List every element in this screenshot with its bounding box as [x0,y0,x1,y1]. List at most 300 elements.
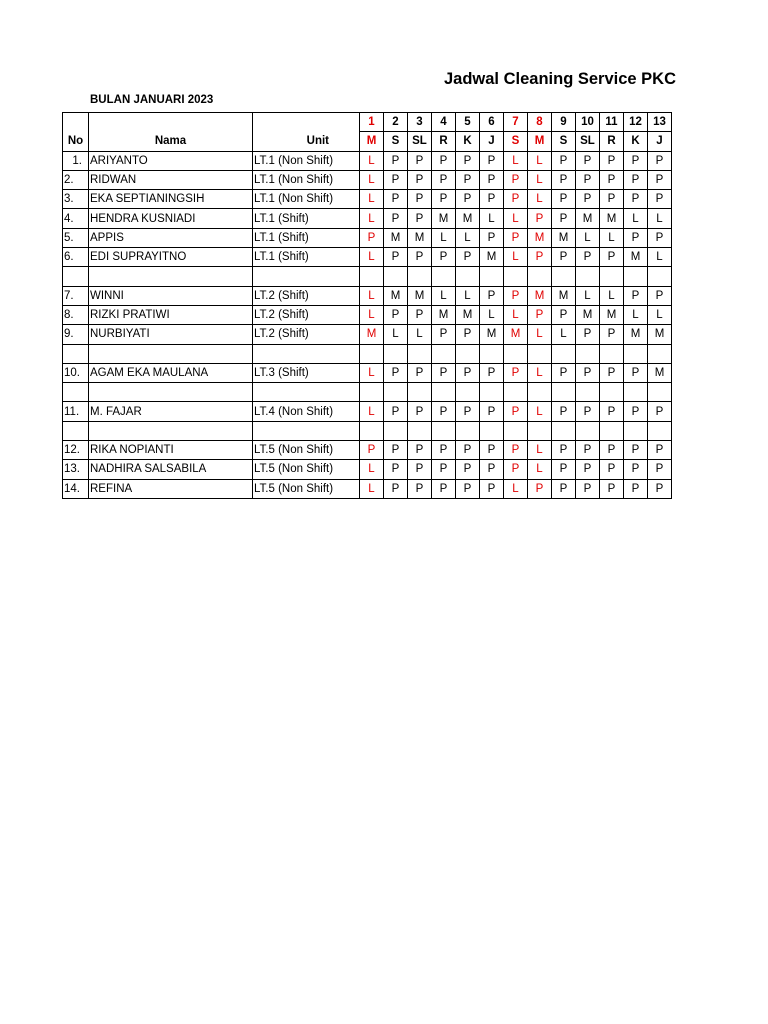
day-of-week: K [624,132,648,151]
shift-cell: M [648,325,672,344]
day-of-week: M [528,132,552,151]
blank-cell [432,383,456,402]
row-nama: APPIS [89,228,253,247]
blank-cell [600,421,624,440]
shift-cell: P [624,170,648,189]
day-number: 9 [552,113,576,132]
blank-cell [648,344,672,363]
shift-cell: P [480,402,504,421]
shift-cell: P [600,402,624,421]
shift-cell: L [360,170,384,189]
blank-cell [624,421,648,440]
shift-cell: P [408,460,432,479]
table-row [63,305,672,324]
row-nama: EDI SUPRAYITNO [89,248,253,267]
shift-cell: P [624,190,648,209]
shift-cell: L [648,248,672,267]
shift-cell: P [384,170,408,189]
shift-cell: P [432,441,456,460]
row-nama: RIKA NOPIANTI [89,441,253,460]
blank-cell [648,421,672,440]
header-row-days [63,113,672,132]
shift-cell: P [456,151,480,170]
row-unit: LT.2 (Shift) [253,286,360,305]
shift-cell: P [648,151,672,170]
shift-cell: P [528,305,552,324]
shift-cell: P [504,402,528,421]
blank-cell [384,344,408,363]
table-row [63,209,672,228]
blank-cell [253,267,360,286]
blank-cell [528,383,552,402]
shift-cell: P [360,441,384,460]
shift-cell: P [432,460,456,479]
shift-cell: M [624,325,648,344]
blank-cell [552,383,576,402]
blank-cell [600,267,624,286]
row-nama: AGAM EKA MAULANA [89,363,253,382]
shift-cell: P [384,402,408,421]
shift-cell: L [576,228,600,247]
table-row [63,248,672,267]
header-unit: Unit [253,132,360,151]
shift-cell: P [456,402,480,421]
blank-cell [552,421,576,440]
row-nama: WINNI [89,286,253,305]
shift-cell: L [552,325,576,344]
row-nama: RIZKI PRATIWI [89,305,253,324]
shift-cell: P [528,479,552,498]
shift-cell: P [600,363,624,382]
shift-cell: P [480,190,504,209]
blank-cell [480,421,504,440]
table-row [63,151,672,170]
row-number: 7. [63,286,89,305]
shift-cell: P [384,305,408,324]
row-unit: LT.1 (Shift) [253,209,360,228]
day-number: 2 [384,113,408,132]
shift-cell: P [624,151,648,170]
row-number: 2. [63,170,89,189]
shift-cell: M [432,305,456,324]
shift-cell: P [480,363,504,382]
blank-cell [63,383,89,402]
blank-cell [504,344,528,363]
blank-cell [624,344,648,363]
shift-cell: L [504,248,528,267]
blank-cell [480,344,504,363]
shift-cell: L [624,305,648,324]
blank-cell [600,383,624,402]
shift-cell: P [576,402,600,421]
shift-cell: P [624,460,648,479]
page-title: Jadwal Cleaning Service PKC [443,70,676,88]
shift-cell: P [600,479,624,498]
shift-cell: L [528,363,552,382]
day-of-week: S [384,132,408,151]
shift-cell: P [456,479,480,498]
shift-cell: P [576,190,600,209]
row-unit: LT.5 (Non Shift) [253,460,360,479]
blank-cell [504,267,528,286]
blank-cell [89,383,253,402]
row-nama: RIDWAN [89,170,253,189]
row-nama: ARIYANTO [89,151,253,170]
shift-cell: P [408,305,432,324]
shift-cell: P [432,151,456,170]
shift-cell: L [528,325,552,344]
shift-cell: P [552,190,576,209]
shift-cell: P [624,363,648,382]
day-number: 5 [456,113,480,132]
blank-row [63,267,672,286]
shift-cell: L [648,209,672,228]
shift-cell: P [576,363,600,382]
shift-cell: M [528,286,552,305]
blank-row [63,421,672,440]
shift-cell: L [528,402,552,421]
table-row [63,286,672,305]
shift-cell: P [648,170,672,189]
blank-cell [63,267,89,286]
table-row [63,363,672,382]
shift-cell: M [408,228,432,247]
shift-cell: P [648,460,672,479]
shift-cell: L [360,402,384,421]
shift-cell: L [360,305,384,324]
row-number: 3. [63,190,89,209]
shift-cell: P [384,248,408,267]
shift-cell: P [480,228,504,247]
shift-cell: P [408,170,432,189]
shift-cell: P [552,248,576,267]
shift-cell: M [480,325,504,344]
shift-cell: P [600,325,624,344]
row-unit: LT.1 (Shift) [253,228,360,247]
blank-cell [384,421,408,440]
shift-cell: L [504,209,528,228]
row-unit: LT.1 (Non Shift) [253,151,360,170]
shift-cell: L [480,305,504,324]
shift-cell: P [504,460,528,479]
shift-cell: P [576,479,600,498]
day-of-week: K [456,132,480,151]
day-number: 7 [504,113,528,132]
shift-cell: M [456,305,480,324]
header-no: No [63,132,89,151]
blank-cell [600,344,624,363]
row-number: 14. [63,479,89,498]
shift-cell: P [552,363,576,382]
shift-cell: L [528,190,552,209]
row-number: 5. [63,228,89,247]
shift-cell: P [600,460,624,479]
table-row [63,170,672,189]
shift-cell: P [624,228,648,247]
blank-cell [384,383,408,402]
blank-cell [360,344,384,363]
blank-cell [576,383,600,402]
blank-cell [408,383,432,402]
shift-cell: P [648,441,672,460]
blank-cell [360,421,384,440]
shift-cell: P [480,460,504,479]
day-number: 11 [600,113,624,132]
shift-cell: L [624,209,648,228]
shift-cell: P [408,479,432,498]
shift-cell: P [552,305,576,324]
row-number: 4. [63,209,89,228]
day-of-week: SL [576,132,600,151]
shift-cell: L [360,190,384,209]
blank-cell [253,344,360,363]
shift-cell: M [432,209,456,228]
shift-cell: M [552,228,576,247]
table-row [63,460,672,479]
shift-cell: L [528,460,552,479]
shift-cell: M [360,325,384,344]
shift-cell: P [384,209,408,228]
shift-cell: L [360,209,384,228]
shift-cell: P [408,363,432,382]
blank-cell [253,383,360,402]
shift-cell: L [432,228,456,247]
shift-cell: M [480,248,504,267]
row-unit: LT.5 (Non Shift) [253,479,360,498]
shift-cell: P [552,441,576,460]
shift-cell: L [432,286,456,305]
row-number: 10. [63,363,89,382]
row-nama: EKA SEPTIANINGSIH [89,190,253,209]
header-unit-spacer [253,113,360,132]
shift-cell: P [552,402,576,421]
shift-cell: P [648,402,672,421]
row-nama: REFINA [89,479,253,498]
blank-cell [89,267,253,286]
blank-row [63,344,672,363]
schedule-table [62,112,672,499]
shift-cell: M [552,286,576,305]
shift-cell: M [576,209,600,228]
shift-cell: M [384,286,408,305]
shift-cell: L [360,479,384,498]
blank-cell [408,421,432,440]
shift-cell: P [600,151,624,170]
blank-cell [456,267,480,286]
blank-cell [432,344,456,363]
day-number: 4 [432,113,456,132]
blank-cell [576,344,600,363]
shift-cell: P [648,228,672,247]
day-of-week: R [432,132,456,151]
shift-cell: L [600,228,624,247]
shift-cell: P [552,151,576,170]
blank-cell [456,421,480,440]
shift-cell: P [384,441,408,460]
shift-cell: M [648,363,672,382]
shift-cell: P [456,190,480,209]
blank-cell [432,421,456,440]
day-number: 3 [408,113,432,132]
day-of-week: SL [408,132,432,151]
shift-cell: P [576,151,600,170]
shift-cell: P [384,363,408,382]
row-number: 11. [63,402,89,421]
shift-cell: L [384,325,408,344]
shift-cell: P [624,441,648,460]
shift-cell: M [528,228,552,247]
shift-cell: P [480,170,504,189]
day-number: 12 [624,113,648,132]
blank-cell [408,344,432,363]
shift-cell: M [384,228,408,247]
shift-cell: P [624,479,648,498]
shift-cell: M [504,325,528,344]
shift-cell: L [600,286,624,305]
shift-cell: P [408,402,432,421]
shift-cell: P [624,402,648,421]
shift-cell: L [528,151,552,170]
blank-cell [504,383,528,402]
shift-cell: M [576,305,600,324]
day-number: 13 [648,113,672,132]
shift-cell: P [504,441,528,460]
blank-cell [528,421,552,440]
shift-cell: P [384,151,408,170]
shift-cell: L [360,363,384,382]
shift-cell: L [504,151,528,170]
shift-cell: L [360,151,384,170]
blank-cell [456,383,480,402]
shift-cell: P [408,209,432,228]
blank-cell [360,383,384,402]
blank-cell [552,267,576,286]
row-number: 1. [63,151,89,170]
shift-cell: P [504,228,528,247]
shift-cell: L [648,305,672,324]
shift-cell: P [432,248,456,267]
header-nama-spacer [89,113,253,132]
shift-cell: P [456,170,480,189]
row-unit: LT.4 (Non Shift) [253,402,360,421]
shift-cell: L [576,286,600,305]
table-row [63,228,672,247]
row-number: 13. [63,460,89,479]
day-number: 1 [360,113,384,132]
shift-cell: P [576,325,600,344]
row-unit: LT.2 (Shift) [253,305,360,324]
shift-cell: P [504,190,528,209]
table-row [63,479,672,498]
shift-cell: P [648,286,672,305]
blank-cell [432,267,456,286]
shift-cell: P [432,170,456,189]
shift-cell: L [480,209,504,228]
shift-cell: P [480,441,504,460]
row-unit: LT.1 (Shift) [253,248,360,267]
shift-cell: P [432,325,456,344]
day-of-week: J [480,132,504,151]
row-number: 8. [63,305,89,324]
shift-cell: L [360,248,384,267]
shift-cell: P [576,170,600,189]
shift-cell: L [528,441,552,460]
shift-cell: L [504,479,528,498]
row-unit: LT.1 (Non Shift) [253,190,360,209]
shift-cell: P [456,441,480,460]
shift-cell: P [408,190,432,209]
blank-row [63,383,672,402]
shift-cell: P [648,190,672,209]
row-number: 6. [63,248,89,267]
table-row [63,325,672,344]
shift-cell: P [432,479,456,498]
shift-cell: P [408,151,432,170]
row-unit: LT.2 (Shift) [253,325,360,344]
blank-cell [480,267,504,286]
blank-cell [480,383,504,402]
shift-cell: M [456,209,480,228]
day-of-week: M [360,132,384,151]
table-row [63,441,672,460]
shift-cell: P [600,170,624,189]
shift-cell: P [576,248,600,267]
shift-cell: P [504,170,528,189]
blank-cell [360,267,384,286]
row-nama: NURBIYATI [89,325,253,344]
blank-cell [63,421,89,440]
day-number: 10 [576,113,600,132]
blank-cell [648,267,672,286]
shift-cell: P [456,325,480,344]
blank-cell [648,383,672,402]
blank-cell [89,344,253,363]
shift-cell: P [504,363,528,382]
shift-cell: L [456,228,480,247]
row-nama: M. FAJAR [89,402,253,421]
shift-cell: P [504,286,528,305]
blank-cell [384,267,408,286]
shift-cell: P [432,402,456,421]
blank-cell [624,383,648,402]
shift-cell: P [480,151,504,170]
row-unit: LT.3 (Shift) [253,363,360,382]
shift-cell: P [528,248,552,267]
shift-cell: M [624,248,648,267]
shift-cell: L [408,325,432,344]
shift-cell: P [600,248,624,267]
shift-cell: P [408,248,432,267]
shift-cell: L [360,286,384,305]
shift-cell: P [456,460,480,479]
shift-cell: P [600,441,624,460]
blank-cell [504,421,528,440]
shift-cell: P [384,190,408,209]
shift-cell: L [504,305,528,324]
shift-cell: P [552,209,576,228]
blank-cell [528,267,552,286]
blank-cell [552,344,576,363]
blank-cell [89,421,253,440]
shift-cell: P [624,286,648,305]
row-number: 12. [63,441,89,460]
blank-cell [253,421,360,440]
shift-cell: P [528,209,552,228]
blank-cell [63,344,89,363]
shift-cell: M [600,209,624,228]
shift-cell: P [648,479,672,498]
row-nama: HENDRA KUSNIADI [89,209,253,228]
